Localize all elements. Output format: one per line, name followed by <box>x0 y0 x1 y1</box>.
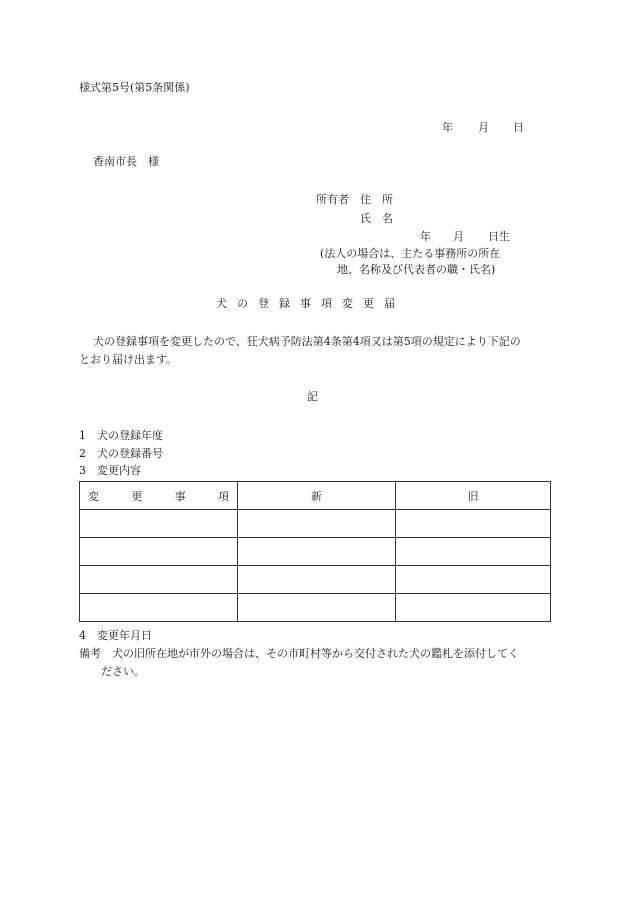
body-text-line2: とおり届け出ます。 <box>79 353 178 366</box>
cell-old[interactable] <box>396 510 551 538</box>
form-number: 様式第5号(第5条関係) <box>79 81 190 94</box>
item-change-content: 3 変更内容 <box>79 464 141 477</box>
corp-note-line1: (法人の場合は、主たる事務所の所在 <box>320 247 501 260</box>
cell-new[interactable] <box>238 594 396 622</box>
date-day: 日 <box>513 121 524 134</box>
cell-old[interactable] <box>396 594 551 622</box>
birth-year: 年 <box>420 230 431 243</box>
remarks-line1: 備考 犬の旧所在地が市外の場合は、その市町村等から交付された犬の鑑札を添付してく <box>79 647 519 660</box>
document-title: 犬の登録事項変更届 <box>216 297 405 310</box>
header-new: 新 <box>238 482 396 510</box>
body-text-line1: 犬の登録事項を変更したので、狂犬病予防法第4条第4項又は第5項の規定により下記の <box>93 335 521 348</box>
header-change-item <box>80 482 238 510</box>
table-row <box>80 594 551 622</box>
ki-heading: 記 <box>307 390 318 403</box>
table-row <box>80 538 551 566</box>
owner-name-label: 氏 名 <box>360 212 393 225</box>
cell-new[interactable] <box>238 538 396 566</box>
header-char: 変 <box>88 489 99 503</box>
date-year: 年 <box>442 121 453 134</box>
table-header-row <box>80 482 551 510</box>
owner-address-label: 所有者 住 所 <box>316 193 393 206</box>
header-char: 更 <box>131 489 143 503</box>
addressee: 香南市長 様 <box>93 155 159 168</box>
table-row <box>80 566 551 594</box>
cell-old[interactable] <box>396 566 551 594</box>
birth-day: 日生 <box>488 230 510 243</box>
cell-item[interactable] <box>80 538 238 566</box>
item-registration-number: 2 犬の登録番号 <box>79 447 163 460</box>
table-row <box>80 510 551 538</box>
item-registration-year: 1 犬の登録年度 <box>79 429 163 442</box>
cell-new[interactable] <box>238 510 396 538</box>
cell-old[interactable] <box>396 538 551 566</box>
cell-new[interactable] <box>238 566 396 594</box>
cell-item[interactable] <box>80 594 238 622</box>
remarks-line2: ださい。 <box>101 665 145 678</box>
date-month: 月 <box>478 121 489 134</box>
cell-item[interactable] <box>80 566 238 594</box>
cell-item[interactable] <box>80 510 238 538</box>
header-old: 旧 <box>396 482 551 510</box>
item-change-date: 4 変更年月日 <box>79 629 152 642</box>
change-table <box>79 481 551 622</box>
header-char: 項 <box>217 489 229 503</box>
header-char: 事 <box>174 489 186 503</box>
birth-month: 月 <box>453 230 464 243</box>
corp-note-line2: 地、名称及び代表者の職・氏名) <box>337 263 496 276</box>
